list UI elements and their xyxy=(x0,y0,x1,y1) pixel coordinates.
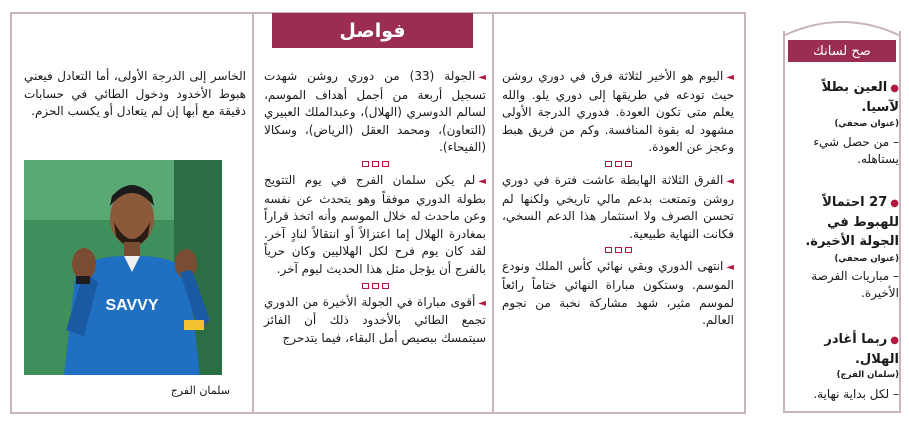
triangle-marker-icon: ◄ xyxy=(478,175,486,187)
triangle-marker-icon: ◄ xyxy=(726,262,734,274)
article-item xyxy=(502,258,734,329)
article-item xyxy=(502,172,734,243)
sidebar-title: صح لسانك xyxy=(788,40,896,62)
separator xyxy=(502,247,734,253)
separator xyxy=(264,161,486,167)
bullet-icon: ● xyxy=(890,198,899,209)
player-photo-illustration xyxy=(24,160,222,375)
photo-caption: سلمان الفرج xyxy=(170,384,230,397)
column-divider-left xyxy=(252,14,254,412)
article-text: اليوم هو الأخير لثلاثة فرق في دوري روشن حيث تودعه في طريقها إلى دوري يلو. والله يعلم متى تكون العودة. فدوري الدرجة الأولى مشهود له بقوة المنافسة. وكم من فريق هبط وعجز عن العودة. xyxy=(502,69,734,155)
sidebar-comment: – مباريات الفرصة الأخيرة. xyxy=(811,269,899,300)
article-text: لم يكن سلمان الفرج في يوم التتويج بطولة الدوري موفقاً وهو يتحدث عن نفسه وعن ماحدث له خلال الموسم وأنه اتخذ قراراً بمغادرة الهلال إما اعتزالاً أو انتقالاً لنادٍ آخر. لقد كان يوم فرح لكل الهلاليين وكان حرياً بالفرج أن يؤجل مثل هذا الحديث ليوم آخر. xyxy=(264,172,486,276)
separator xyxy=(502,161,734,167)
sidebar-headline: ●ربما أغادر الهلال. xyxy=(824,332,899,367)
column-divider-right xyxy=(492,14,494,412)
sidebar-source: (عنوان صحفي) xyxy=(834,254,899,264)
triangle-marker-icon: ◄ xyxy=(726,72,734,83)
sidebar-source: (عنوان صحفي) xyxy=(834,119,899,129)
sidebar-comment: – من حصل شيء يستاهله. xyxy=(813,135,899,166)
sidebar-comment: – لكل بداية نهاية. xyxy=(813,387,899,401)
article-text: أقوى مباراة في الجولة الأخيرة من الدوري تجمع الطائي بالأخدود ذلك أن الفائز سيتمسك ببصيص أمل البقاء، فيما يتدحرج xyxy=(264,294,486,345)
sidebar-headline: ●العين بطلاً لآسيا. xyxy=(821,80,899,115)
article-text: انتهى الدوري وبقي نهائي كأس الملك ونودع الموسم. وستكون مباراة النهائي ختاماً رائعاً لموسم مثير، شهد مشاركة نخبة من نجوم العالم. xyxy=(502,259,734,328)
column-left xyxy=(24,68,246,121)
sidebar-headline: ●27 احتمالاً للهبوط في الجولة الأخيرة. xyxy=(805,195,899,249)
article-text: الخاسر إلى الدرجة الأولى، أما التعادل فيعني هبوط الأخدود ودخول الطائي في حسابات دقيقة مع أبها إن لم يتعادل أو يكسب الحزم. xyxy=(24,69,246,119)
bullet-icon: ● xyxy=(890,83,899,94)
triangle-marker-icon: ◄ xyxy=(478,72,486,83)
article-item xyxy=(502,68,734,157)
sidebar-source: (سلمان الفرج) xyxy=(836,370,899,380)
bullet-icon: ● xyxy=(890,335,899,346)
jersey-text: SAVVY xyxy=(105,297,159,314)
article-text: الجولة (33) من دوري روشن شهدت تسجيل أربعة من أجمل أهداف الموسم، لسالم الدوسري (الهلال)، وعبدالملك العبيري (التعاون)، ومحمد العقل (الرياض)، وسكالا (الفيحاء). xyxy=(264,69,486,155)
column-middle xyxy=(264,68,486,347)
article-item xyxy=(264,68,486,157)
section-title: فواصل xyxy=(272,13,473,48)
player-photo xyxy=(24,160,222,375)
column-right xyxy=(502,68,734,330)
triangle-marker-icon: ◄ xyxy=(478,297,486,309)
article-item xyxy=(264,294,486,348)
article-item xyxy=(264,172,486,279)
triangle-marker-icon: ◄ xyxy=(726,175,734,187)
separator xyxy=(264,283,486,289)
article-text: الفرق الثلاثة الهابطة عاشت فترة في دوري روشن وتمتعت بدعم مالي تاريخي ولكنها لم تحسن الصرف ولا استثمار هذا الدعم السخي، فكانت النهاية طبيعية. xyxy=(502,172,734,241)
